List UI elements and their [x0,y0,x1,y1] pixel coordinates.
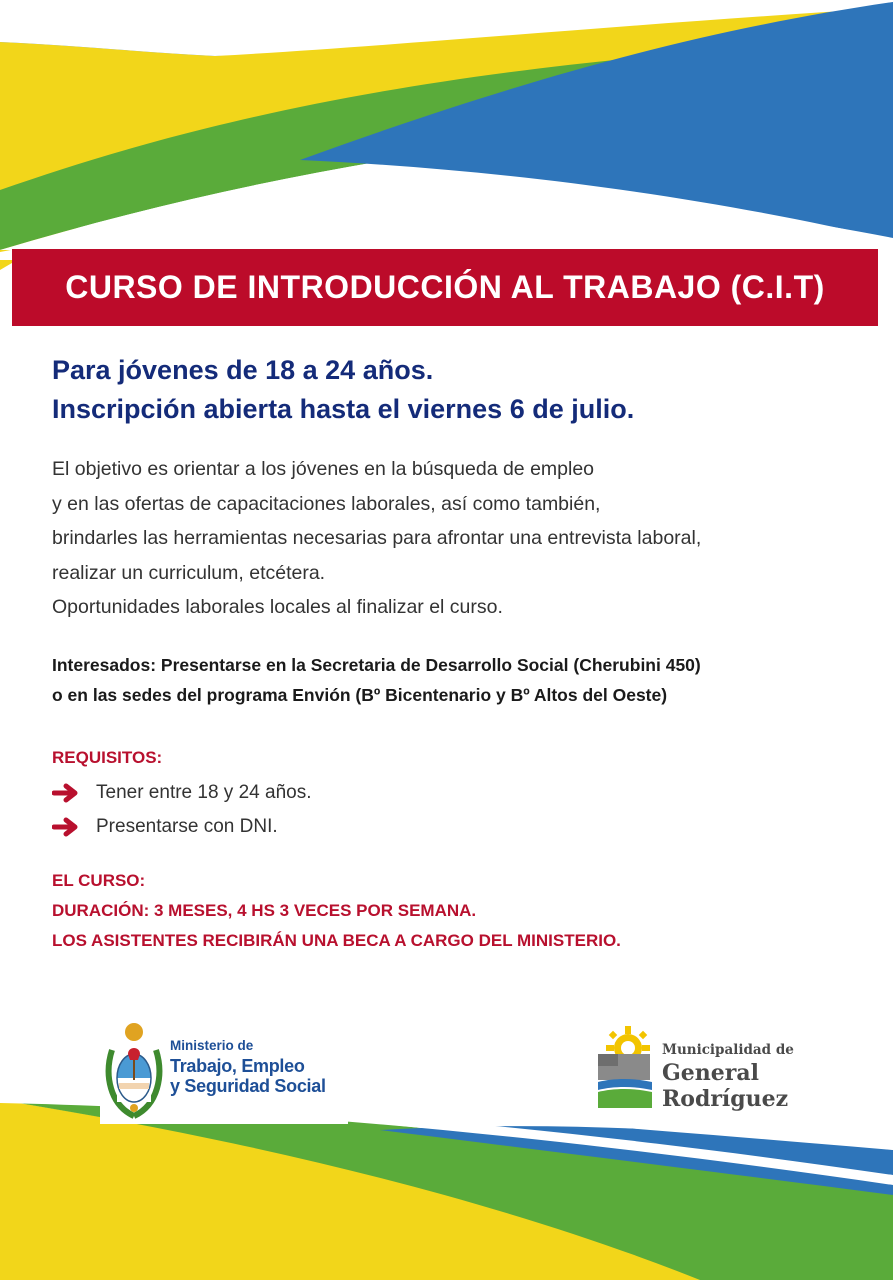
interested-line: Interesados: Presentarse en la Secretaria de Desarrollo Social (Cherubini 450) [52,655,701,675]
requirement-item [52,812,278,842]
description-line: realizar un curriculum, etcétera. [52,561,326,584]
requirements-heading: REQUISITOS: [52,748,163,767]
description-line: brindarles las herramientas necesarias para afrontar una entrevista laboral, [52,527,702,549]
coat-of-arms-icon [104,1020,164,1120]
municipality-line: General [662,1060,759,1086]
course-info [52,866,621,956]
course-heading: EL CURSO: [52,871,146,890]
headline-registration: Inscripción abierta hasta el viernes 6 de julio. [52,394,635,424]
title-banner [12,249,878,326]
page-title: CURSO DE INTRODUCCIÓN AL TRABAJO (C.I.T) [65,269,825,305]
ministry-logo [100,1012,348,1124]
municipality-line: Municipalidad de [662,1042,794,1058]
description-line: y en las ofertas de capacitaciones laborales, así como también, [52,492,601,515]
requirement-item [52,778,311,808]
municipality-line: Rodríguez [662,1086,789,1112]
interested-info [52,650,701,710]
arrow-right-icon [52,817,82,837]
arrow-right-icon [52,783,82,803]
municipality-logo [592,1022,822,1122]
course-duration: DURACIÓN: 3 MESES, 4 HS 3 VECES POR SEMANA. [52,901,477,920]
description-line: Oportunidades laborales locales al finalizar el curso. [52,596,503,618]
ministry-line: Trabajo, Empleo [170,1056,305,1076]
ministry-line: y Seguridad Social [170,1076,326,1096]
interested-line: o en las sedes del programa Envión (Bº Bicentenario y Bº Altos del Oeste) [52,685,668,705]
description-line: El objetivo es orientar a los jóvenes en la búsqueda de empleo [52,458,595,480]
ministry-line: Ministerio de [170,1038,254,1053]
requirement-text: Presentarse con DNI. [96,816,278,837]
municipality-name [662,1040,794,1112]
ministry-name [170,1036,326,1096]
description [52,452,842,625]
headline-age: Para jóvenes de 18 a 24 años. [52,355,434,385]
gear-sun-icon [594,1024,656,1110]
course-grant: LOS ASISTENTES RECIBIRÁN UNA BECA A CARGO DEL MINISTERIO. [52,931,621,950]
requirement-text: Tener entre 18 y 24 años. [96,782,312,803]
